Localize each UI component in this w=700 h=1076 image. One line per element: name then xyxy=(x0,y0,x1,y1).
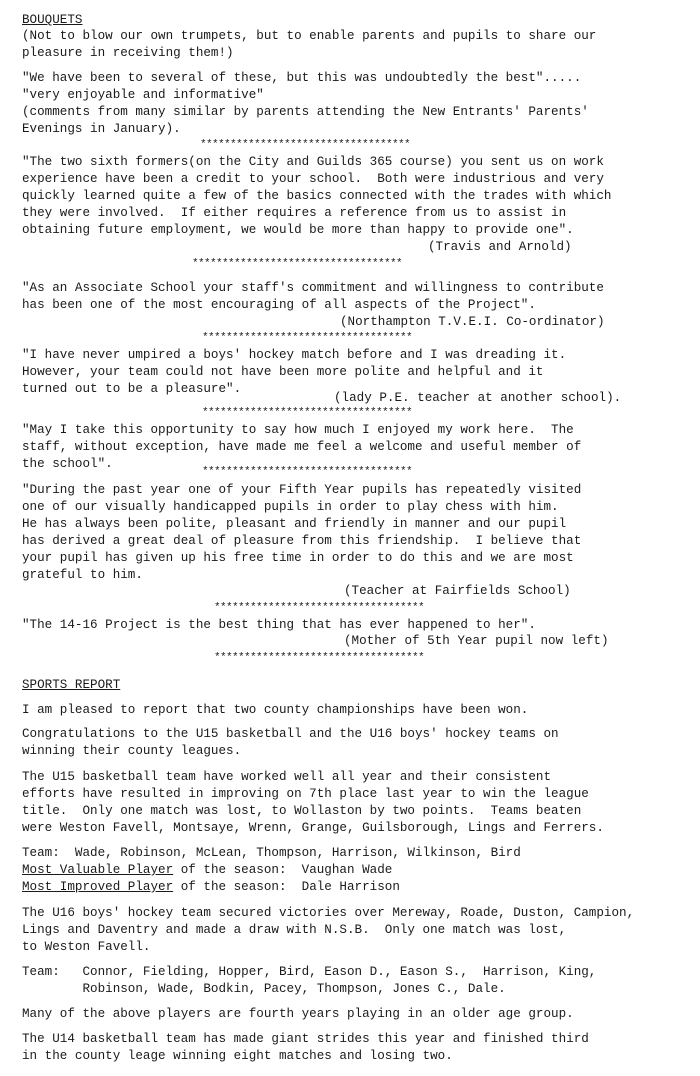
quote5-line-1: "May I take this opportunity to say how much I enjoyed my work here. The xyxy=(22,423,574,437)
sports-p3-line-1: The U15 basketball team have worked well all year and their consistent xyxy=(22,770,552,784)
quote7-line: "The 14-16 Project is the best thing that has ever happened to her". xyxy=(22,618,536,632)
quote6-line-3: He has always been polite, pleasant and friendly in manner and our pupil xyxy=(22,517,567,531)
quote4-line-1: "I have never umpired a boys' hockey match before and I was dreading it. xyxy=(22,348,567,362)
quote3-line-2: has been one of the most encouraging of all aspects of the Project". xyxy=(22,298,536,312)
sports-p2-line-1: Congratulations to the U15 basketball and the U16 boys' hockey teams on xyxy=(22,727,559,741)
quote6-line-2: one of our visually handicapped pupils in order to play chess with him. xyxy=(22,500,559,514)
separator: *********************************** xyxy=(202,332,413,344)
quote2-line-2: experience have been a credit to your school. Both were industrious and very xyxy=(22,172,604,186)
intro-line-1: (Not to blow our own trumpets, but to enable parents and pupils to share our xyxy=(22,29,597,43)
quote6-line-6: grateful to him. xyxy=(22,568,143,582)
sports-p6-line-1: The U14 basketball team has made giant strides this year and finished third xyxy=(22,1032,589,1046)
quote6-source: (Teacher at Fairfields School) xyxy=(344,584,571,598)
mip-label: Most Improved Player xyxy=(22,880,174,894)
team1-line: Team: Wade, Robinson, McLean, Thompson, Harrison, Wilkinson, Bird xyxy=(22,846,521,860)
mip-line xyxy=(22,879,400,896)
team2-line-2: Robinson, Wade, Bodkin, Pacey, Thompson, Jones C., Dale. xyxy=(22,982,506,996)
quote2-line-5: obtaining future employment, we would be more than happy to provide one". xyxy=(22,223,574,237)
separator: *********************************** xyxy=(192,258,403,270)
sports-p5: Many of the above players are fourth years playing in an older age group. xyxy=(22,1007,574,1021)
sports-p2-line-2: winning their county leagues. xyxy=(22,744,242,758)
quote6-line-5: your pupil has given up his free time in order to do this and we are most xyxy=(22,551,574,565)
separator: *********************************** xyxy=(200,139,411,151)
quote4-line-3: turned out to be a pleasure". xyxy=(22,382,242,396)
quote1-line-3: (comments from many similar by parents attending the New Entrants' Parents' xyxy=(22,105,589,119)
separator: *********************************** xyxy=(202,407,413,419)
quote4-source: (lady P.E. teacher at another school). xyxy=(334,391,622,405)
sports-heading: SPORTS REPORT xyxy=(22,678,121,692)
sports-p3-line-2: efforts have resulted in improving on 7th place last year to win the league xyxy=(22,787,589,801)
quote4-line-2: However, your team could not have been more polite and helpful and it xyxy=(22,365,544,379)
mvp-line xyxy=(22,862,392,879)
mvp-value: of the season: Vaughan Wade xyxy=(173,863,393,877)
quote2-line-4: they were involved. If either requires a reference from us to assist in xyxy=(22,206,567,220)
quote1-line-4: Evenings in January). xyxy=(22,122,181,136)
separator: *********************************** xyxy=(202,466,413,478)
quote5-line-3: the school". xyxy=(22,457,113,471)
quote5-line-2: staff, without exception, have made me feel a welcome and useful member of xyxy=(22,440,582,454)
quote2-source: (Travis and Arnold) xyxy=(428,240,572,254)
quote1-line-2: "very enjoyable and informative" xyxy=(22,88,264,102)
mip-value: of the season: Dale Harrison xyxy=(173,880,400,894)
sports-p3-line-4: were Weston Favell, Montsaye, Wrenn, Grange, Guilsborough, Lings and Ferrers. xyxy=(22,821,604,835)
quote1-line-1: "We have been to several of these, but this was undoubtedly the best"..... xyxy=(22,71,582,85)
quote7-source: (Mother of 5th Year pupil now left) xyxy=(344,634,609,648)
quote3-source: (Northampton T.V.E.I. Co-ordinator) xyxy=(340,315,605,329)
mvp-label: Most Valuable Player xyxy=(22,863,174,877)
sports-p6-line-2: in the county leage winning eight matches and losing two. xyxy=(22,1049,453,1063)
quote6-line-4: has derived a great deal of pleasure from this friendship. I believe that xyxy=(22,534,582,548)
quote3-line-1: "As an Associate School your staff's commitment and willingness to contribute xyxy=(22,281,604,295)
quote2-line-1: "The two sixth formers(on the City and Guilds 365 course) you sent us on work xyxy=(22,155,604,169)
sports-p1: I am pleased to report that two county championships have been won. xyxy=(22,703,529,717)
bouquets-heading: BOUQUETS xyxy=(22,13,83,27)
intro-line-2: pleasure in receiving them!) xyxy=(22,46,234,60)
sports-p4-line-2: Lings and Daventry and made a draw with N.S.B. Only one match was lost, xyxy=(22,923,567,937)
sports-p3-line-3: title. Only one match was lost, to Wollaston by two points. Teams beaten xyxy=(22,804,582,818)
separator: *********************************** xyxy=(214,602,425,614)
quote2-line-3: quickly learned quite a few of the basics connected with the trades with which xyxy=(22,189,612,203)
quote6-line-1: "During the past year one of your Fifth Year pupils has repeatedly visited xyxy=(22,483,582,497)
sports-p4-line-3: to Weston Favell. xyxy=(22,940,151,954)
team2-line-1: Team: Connor, Fielding, Hopper, Bird, Eason D., Eason S., Harrison, King, xyxy=(22,965,597,979)
sports-p4-line-1: The U16 boys' hockey team secured victories over Mereway, Roade, Duston, Campion, xyxy=(22,906,635,920)
separator: *********************************** xyxy=(214,652,425,664)
